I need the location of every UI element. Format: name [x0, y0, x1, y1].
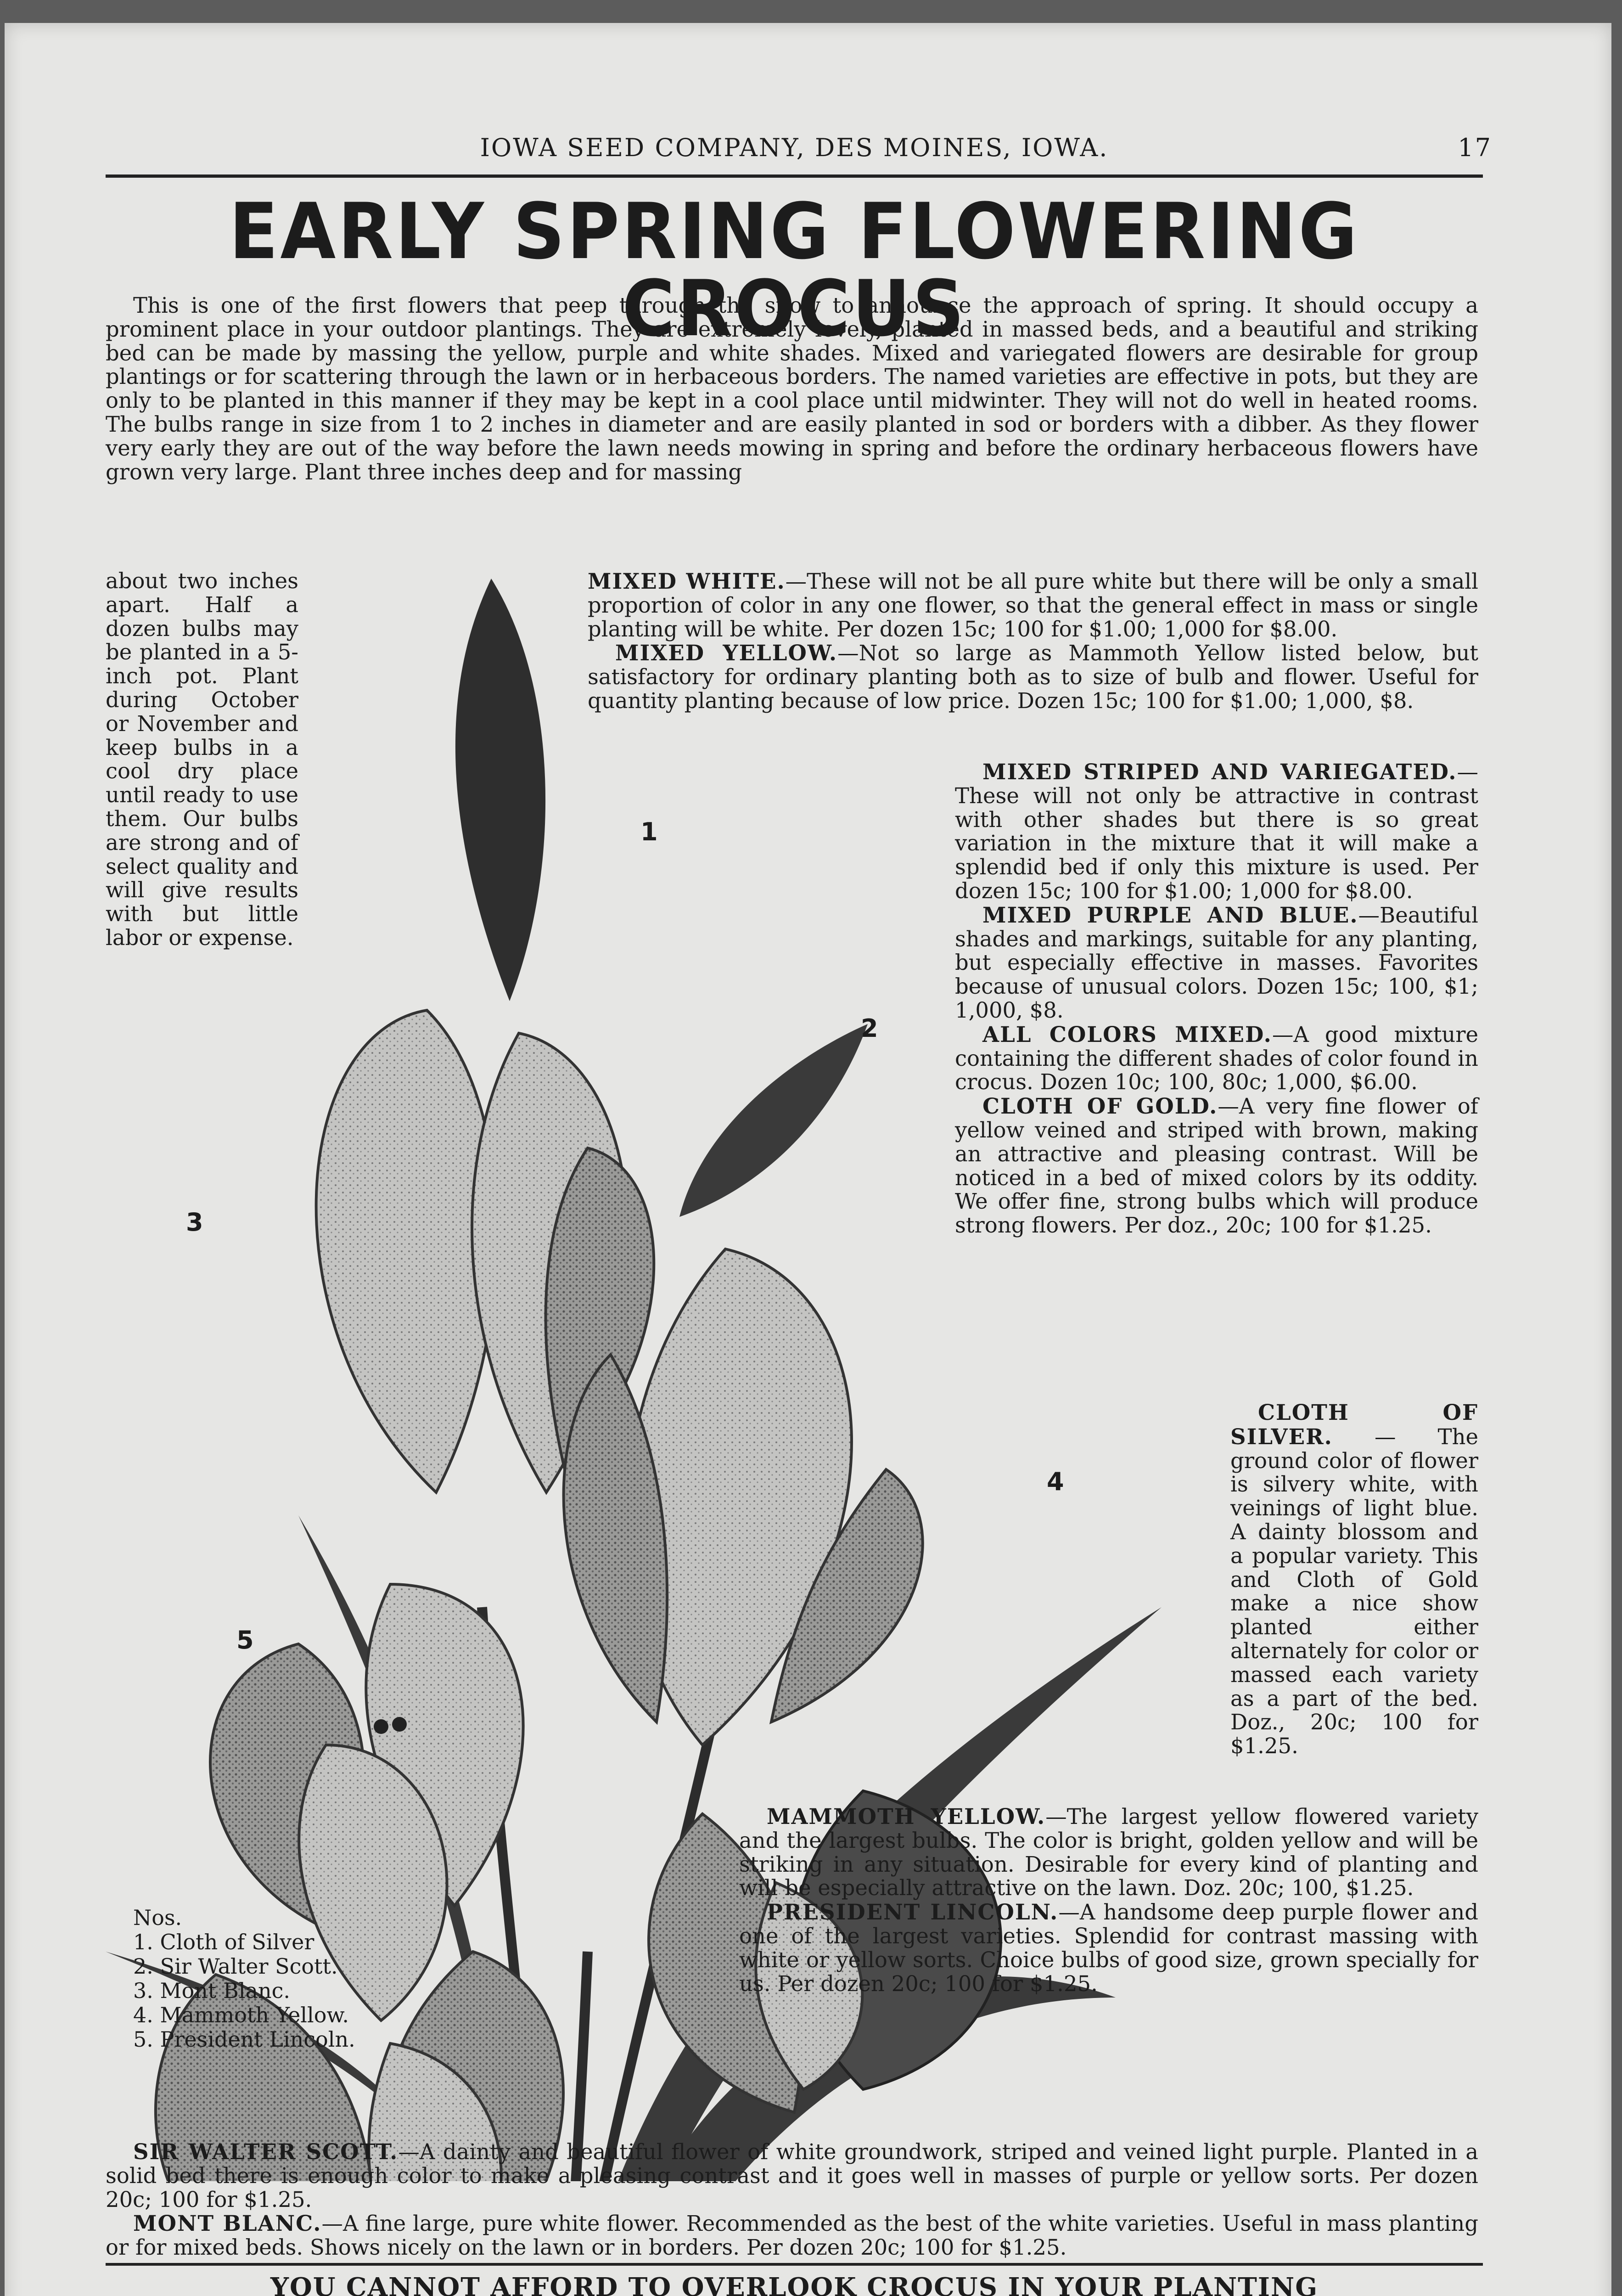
entry-text: —These will not be all pure white but there will be only a small proportion of color in any one flower, so that the general effect in mass or single planting will be white. Per dozen 15c; 100 for $1.00; 1,000 for $8.00.: [588, 569, 1478, 642]
figure-number-1: 1: [640, 817, 658, 846]
entry-name: PRESIDENT LINCOLN.: [767, 1899, 1059, 1925]
right-column-b: [955, 760, 1478, 1403]
legend-item: 2. Sir Walter Scott.: [133, 1954, 338, 1979]
figure-legend: [133, 1906, 355, 2052]
bottom-paragraphs: [106, 2139, 1479, 2260]
entry-text: —Not so large as Mammoth Yellow listed below, but satisfactory for ordinary planting both as to size of bulb and flower. Useful for quantity planting because of low price. Dozen 15c; 100 for $1.00; 1,000, $8.: [588, 641, 1478, 713]
entry-mont-blanc: [106, 2212, 1478, 2260]
entry-name: CLOTH OF GOLD.: [982, 1093, 1218, 1119]
intro-text: This is one of the first flowers that peep through the snow to announce the approach of spring. It should occupy a prominent place in your outdoor plantings. They are extremely lovely, planted in massed beds, and a beautiful and striking bed can be made by massing the yellow, purple and white shades. Mixed and variegated flowers are desirable for group plantings or for scattering through the lawn or in herbaceous borders. The named varieties are effective in pots, but they are only to be planted in this manner if they may be kept in a cool place until midwinter. They will not do well in heated rooms. The bulbs range in size from 1 to 2 inches in diameter and are easily planted in sod or borders with a dibber. As they flower very early they are out of the way before the lawn needs mowing in spring and before the ordinary herbaceous flowers have grown very large. Plant three inches deep and for massing: [106, 293, 1478, 484]
entry-sir-walter-scott: [106, 2140, 1478, 2212]
entry-mixed-striped: [955, 760, 1478, 903]
entry-name: MIXED WHITE.: [588, 568, 786, 594]
entry-text: —A handsome deep purple flower and one of the largest varieties. Splendid for contrast massing with white or yellow sorts. Choice bulbs of good size, grown specially for us. Per dozen 20c; 100 for $1.25.: [739, 1900, 1478, 1996]
entry-text: —A good mixture containing the different shades of color found in crocus. Dozen 10c; 100, 80c; 1,000, $6.00.: [955, 1022, 1478, 1095]
running-head-title: IOWA SEED COMPANY, DES MOINES, IOWA.: [480, 133, 1109, 162]
entry-text: —The largest yellow flowered variety and the largest bulbs. The color is bright, golden yellow and will be striking in any situation. Desirable for every kind of planting and will be especially attractive on the lawn. Doz. 20c; 100, $1.25.: [739, 1804, 1478, 1901]
entry-name: ALL COLORS MIXED.: [982, 1021, 1272, 1047]
intro-paragraph: [106, 294, 1478, 569]
entry-text: —A very fine flower of yellow veined and striped with brown, making an attractive and pleasing contrast. Will be noticed in a bed of mixed colors by its oddity. We offer fine, strong bulbs which will produce strong flowers. Per doz., 20c; 100 for $1.25.: [955, 1094, 1478, 1238]
entry-cloth-of-gold: [955, 1094, 1478, 1238]
figure-number-2: 2: [861, 1014, 878, 1043]
figure-number-3: 3: [186, 1208, 203, 1237]
right-column-c: [1230, 1401, 1478, 1777]
footer-slogan: YOU CANNOT AFFORD TO OVERLOOK CROCUS IN YOUR PLANTING: [270, 2272, 1319, 2296]
legend-item: 4. Mammoth Yellow.: [133, 2003, 349, 2027]
entry-text: —A dainty and beautiful flower of white groundwork, striped and veined light purple. Planted in a solid bed there is enough color to make a pleasing contrast and it goes well in masses of purple or yellow sorts. Per dozen 20c; 100 for $1.25.: [106, 2139, 1478, 2212]
entry-mammoth-yellow: [739, 1805, 1478, 1900]
legend-item: 1. Cloth of Silver: [133, 1930, 314, 1954]
entry-text: —Beautiful shades and markings, suitable for any planting, but especially effective in masses. Favorites because of unusual colors. Dozen 15c; 100, $1; 1,000, $8.: [955, 902, 1478, 1023]
entry-text: —A fine large, pure white flower. Recommended as the best of the white varieties. Useful in mass planting or for mixed beds. Shows nicely on the lawn or in borders. Per dozen 20c; 100 for $1.25.: [106, 2211, 1479, 2260]
page-number: 17: [1458, 133, 1492, 162]
entry-name: MONT BLANC.: [133, 2211, 322, 2236]
legend-item: 5. President Lincoln.: [133, 2027, 355, 2052]
entry-text: —These will not only be attractive in contrast with other shades but there is so great variation in the mixture that it will make a splendid bed if only this mixture is used. Per dozen 15c; 100 for $1.00; 1,000 for $8.00.: [955, 760, 1478, 903]
header-rule: [106, 174, 1483, 178]
legend-item: 3. Mont Blanc.: [133, 1978, 290, 2003]
entry-mixed-yellow: [588, 641, 1478, 713]
entry-all-colors: [955, 1023, 1478, 1094]
entry-mixed-purple: [955, 903, 1478, 1023]
entry-name: MIXED PURPLE AND BLUE.: [982, 902, 1358, 928]
right-column-d: [739, 1805, 1478, 2144]
running-head: [106, 133, 1492, 165]
entry-name: MIXED STRIPED AND VARIEGATED.: [982, 759, 1457, 784]
footer-rule: [106, 2263, 1483, 2266]
entry-name: SIR WALTER SCOTT.: [133, 2139, 398, 2164]
entry-president-lincoln: [739, 1900, 1478, 1996]
entry-mixed-white: [588, 569, 1478, 641]
figure-number-5: 5: [236, 1626, 254, 1654]
right-column-a: [588, 569, 1478, 758]
figure-number-4: 4: [1047, 1467, 1064, 1496]
legend-title: Nos.: [133, 1905, 182, 1930]
entry-cloth-of-silver: [1230, 1401, 1478, 1758]
entry-text: — The ground color of flower is silvery white, with veinings of light blue. A dainty blossom and a popular variety. This and Cloth of Gold make a nice show planted either alternately for color or massed each variety as a part of the bed. Doz., 20c; 100 for $1.25.: [1230, 1424, 1478, 1759]
entry-name: CLOTH OF SILVER.: [1230, 1400, 1478, 1449]
entry-name: MAMMOTH YELLOW.: [767, 1804, 1046, 1829]
left-column-text: about two inches apart. Half a dozen bulbs may be planted in a 5-inch pot. Plant during October or November and keep bulbs in a cool dry place until ready to use them. Our bulbs are strong and of select quality and will give results with but little labor or expense.: [106, 568, 298, 950]
page-title: EARLY SPRING FLOWERING CROCUS: [229, 186, 1359, 354]
entry-name: MIXED YELLOW.: [615, 640, 838, 666]
